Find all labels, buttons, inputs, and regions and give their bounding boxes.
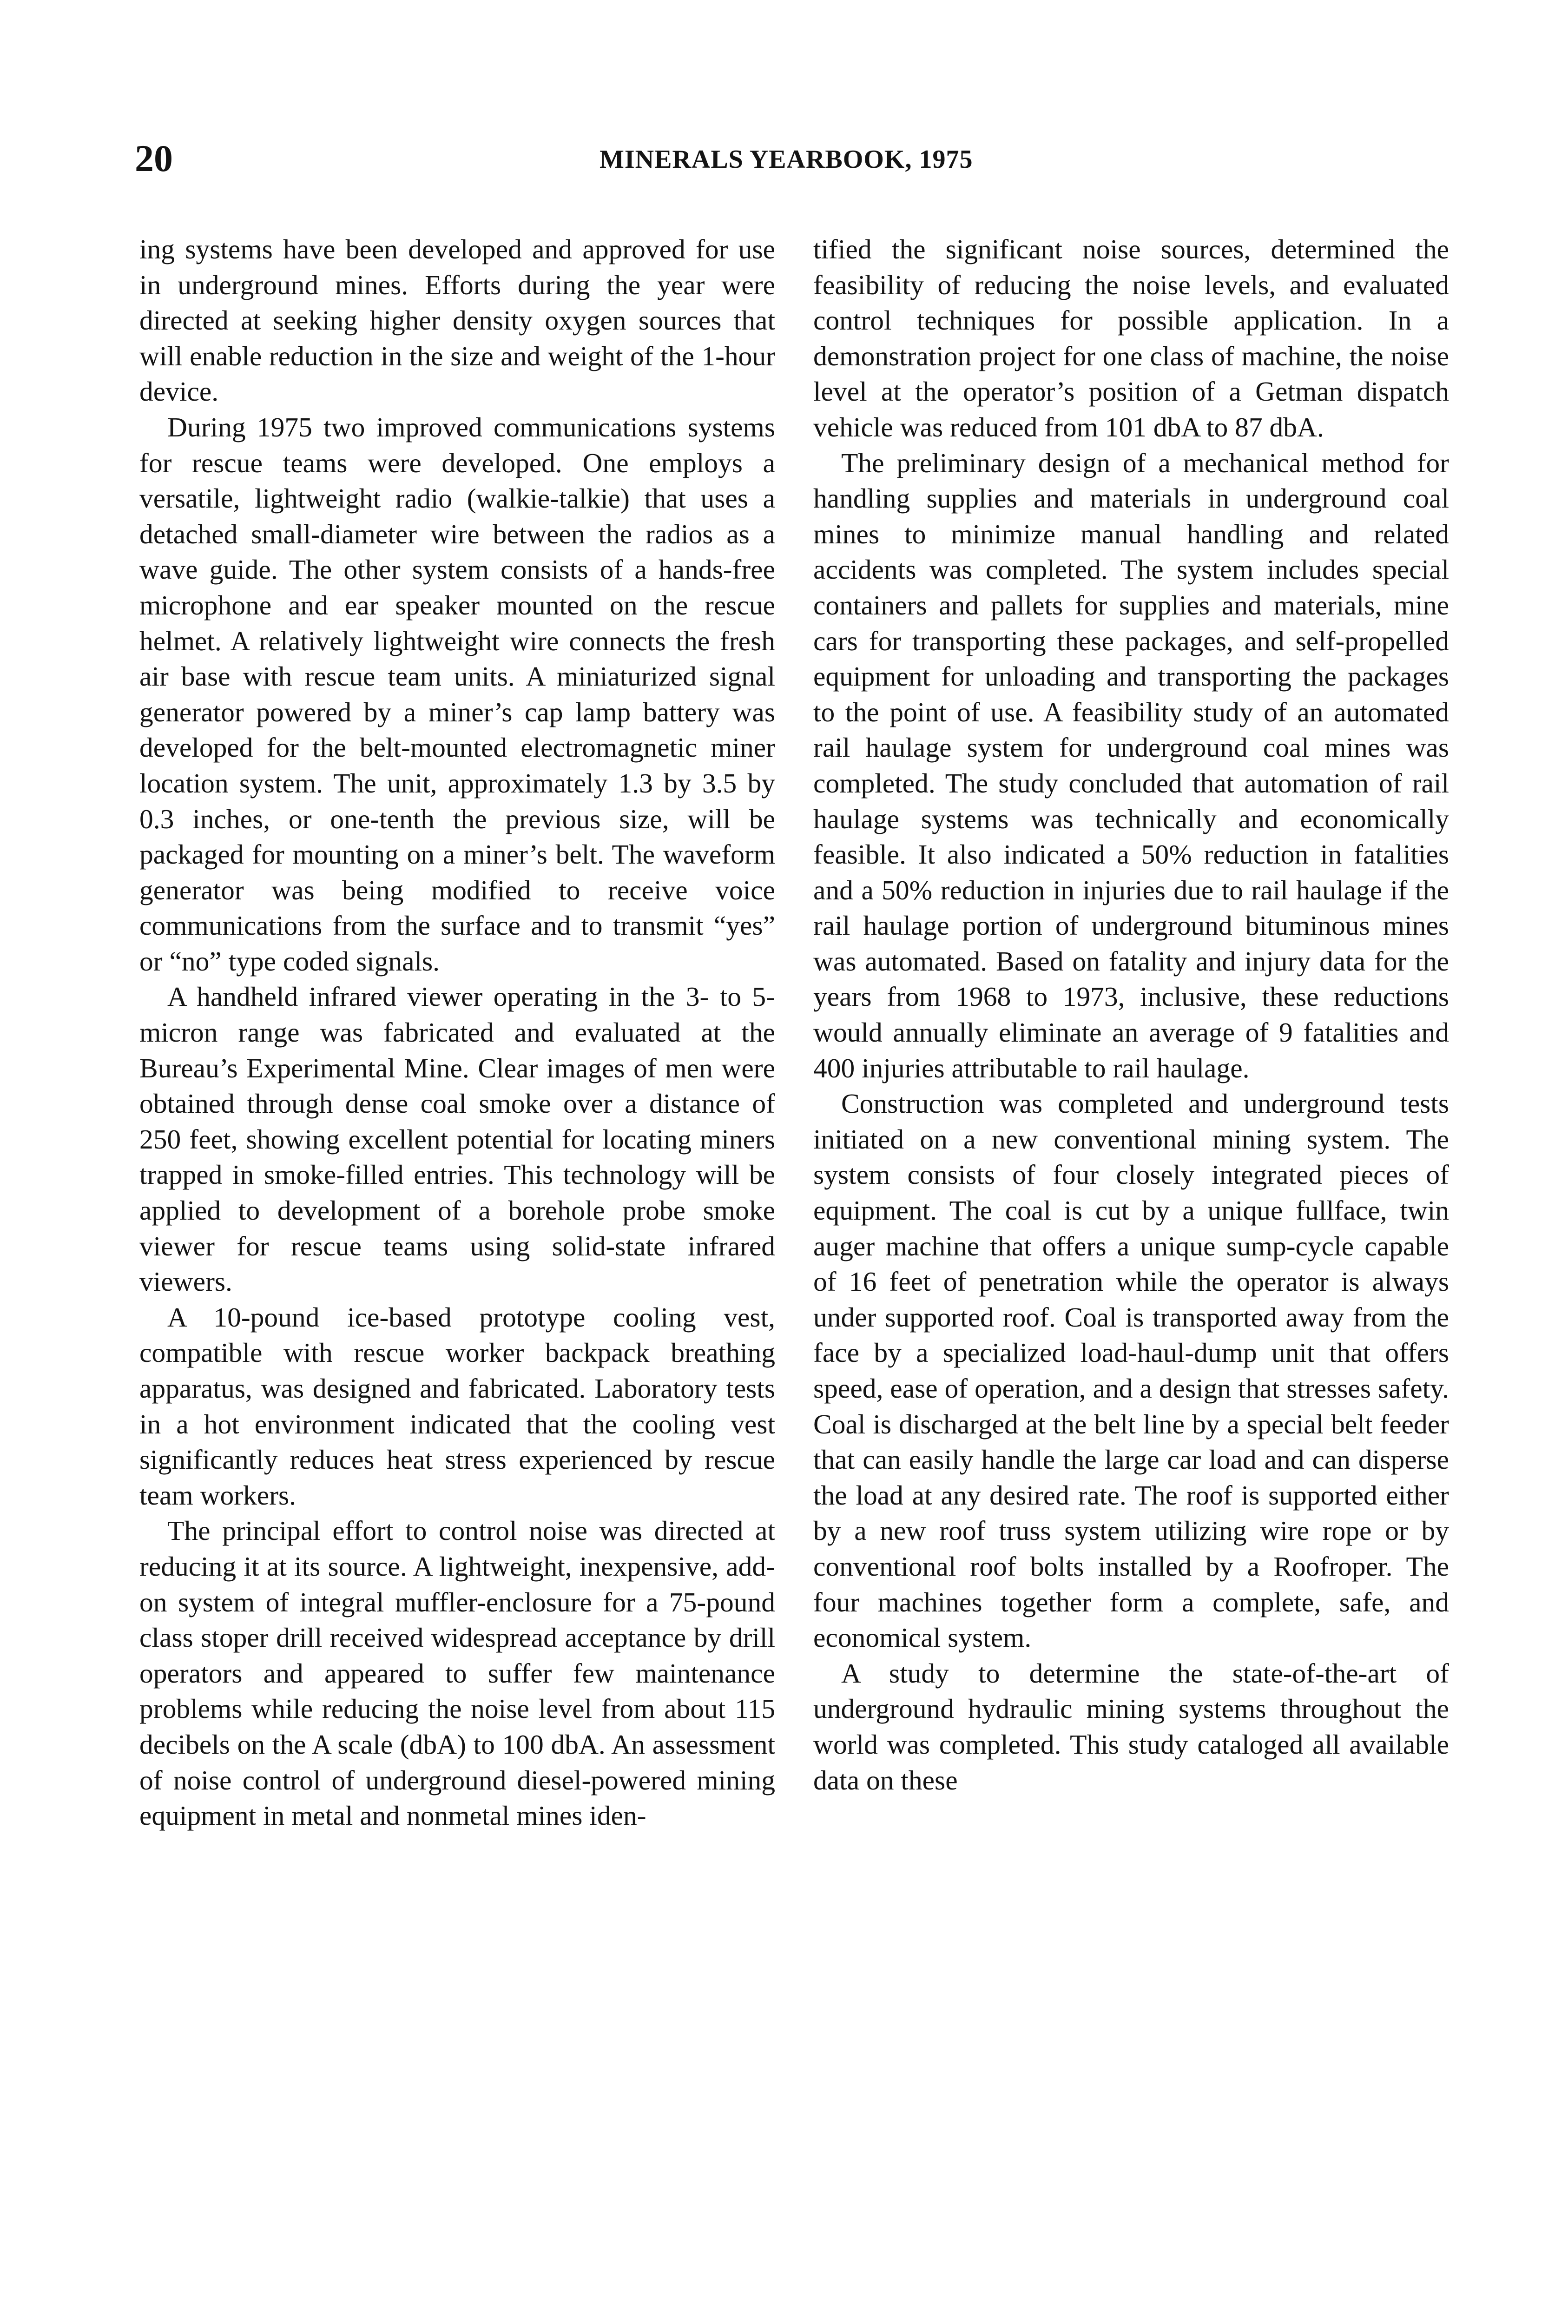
paragraph-infrared-viewer: A handheld infrared viewer operating in the 3- to 5-micron range was fabricated and evaluated at the Bureau’s Experimental Mine. Clear images of men were obtained through dense coal smoke over a distance of 250 feet, showing excellent potential for locating miners trapped in smoke-filled entries. This technology will be applied to development of a borehole probe smoke viewer for rescue teams using solid-state infrared viewers. [139,981,775,1297]
paragraph-noise-sources: tified the significant noise sources, determined the feasibility of reducing the noise levels, and evaluated control techniques for possible application. In a demonstration project for one class of machine, the noise level at the operator’s position of a Getman dispatch vehicle was reduced from 101 dbA to 87 dbA. [813,234,1449,442]
right-column [813,231,1449,1798]
running-head: MINERALS YEARBOOK, 1975 [600,145,973,174]
paragraph-mining-system: Construction was completed and underground tests initiated on a new conventional mining system. The system consists of four closely integrated pieces of equipment. The coal is cut by a unique fullface, twin auger machine that offers a unique sump-cycle capable of 16 feet of penetration while the operator is always under supported roof. Coal is transported away from the face by a specialized load-haul-dump unit that offers speed, ease of operation, and a design that stresses safety. Coal is discharged at the belt line by a special belt feeder that can easily handle the large car load and can disperse the load at any desired rate. The roof is supported either by a new roof truss system utilizing wire rope or by conventional roof bolts installed by a Roofroper. The four machines together form a complete, safe, and economical system. [813,1088,1449,1653]
page-number: 20 [135,137,173,179]
paragraph-communications: During 1975 two improved communications systems for rescue teams were developed. One employs a versatile, lightweight radio (walkie-talkie) that uses a detached small-diameter wire between the radios as a wave guide. The other system consists of a hands-free microphone and ear speaker mounted on the rescue helmet. A relatively lightweight wire connects the fresh air base with rescue team units. A miniaturized signal generator powered by a miner’s cap lamp battery was developed for the belt-mounted electromagnetic miner location system. The unit, approximately 1.3 by 3.5 by 0.3 inches, or one-tenth the previous size, will be packaged for mounting on a miner’s belt. The waveform generator was being modified to receive voice communications from the surface and to transmit “yes” or “no” type coded signals. [139,411,775,977]
left-column [139,231,775,1834]
paragraph-oxygen-sources: ing systems have been developed and approved for use in underground mines. Efforts during the year were directed at seeking higher density oxygen sources that will enable reduction in the size and weight of the 1-hour device. [139,234,775,407]
paragraph-cooling-vest: A 10-pound ice-based prototype cooling vest, compatible with rescue worker backpack breathing apparatus, was designed and fabricated. Laboratory tests in a hot environment indicated that the cooling vest significantly reduces heat stress experienced by rescue team workers. [139,1301,775,1511]
paragraph-noise-control: The principal effort to control noise was directed at reducing it at its source. A lightweight, inexpensive, add-on system of integral muffler-enclosure for a 75-pound class stoper drill received widespread acceptance by drill operators and appeared to suffer few maintenance problems while reducing the noise level from about 115 decibels on the A scale (dbA) to 100 dbA. An assessment of noise control of underground diesel-powered mining equipment in metal and nonmetal mines iden- [139,1515,775,1831]
paragraph-materials-handling: The preliminary design of a mechanical method for handling supplies and materials in underground coal mines to minimize manual handling and related accidents was completed. The system includes special containers and pallets for supplies and materials, mine cars for transporting these packages, and self-propelled equipment for unloading and transporting the packages to the point of use. A feasibility study of an automated rail haulage system for underground coal mines was completed. The study concluded that automation of rail haulage systems was technically and economically feasible. It also indicated a 50% reduction in fatalities and a 50% reduction in injuries due to rail haulage if the rail haulage portion of underground bituminous mines was automated. Based on fatality and injury data for the years from 1968 to 1973, inclusive, these reductions would annually eliminate an average of 9 fatalities and 400 injuries attributable to rail haulage. [813,447,1449,1083]
paragraph-hydraulic-mining: A study to determine the state-of-the-art of underground hydraulic mining systems throughout the world was completed. This study cataloged all available data on these [813,1657,1449,1796]
